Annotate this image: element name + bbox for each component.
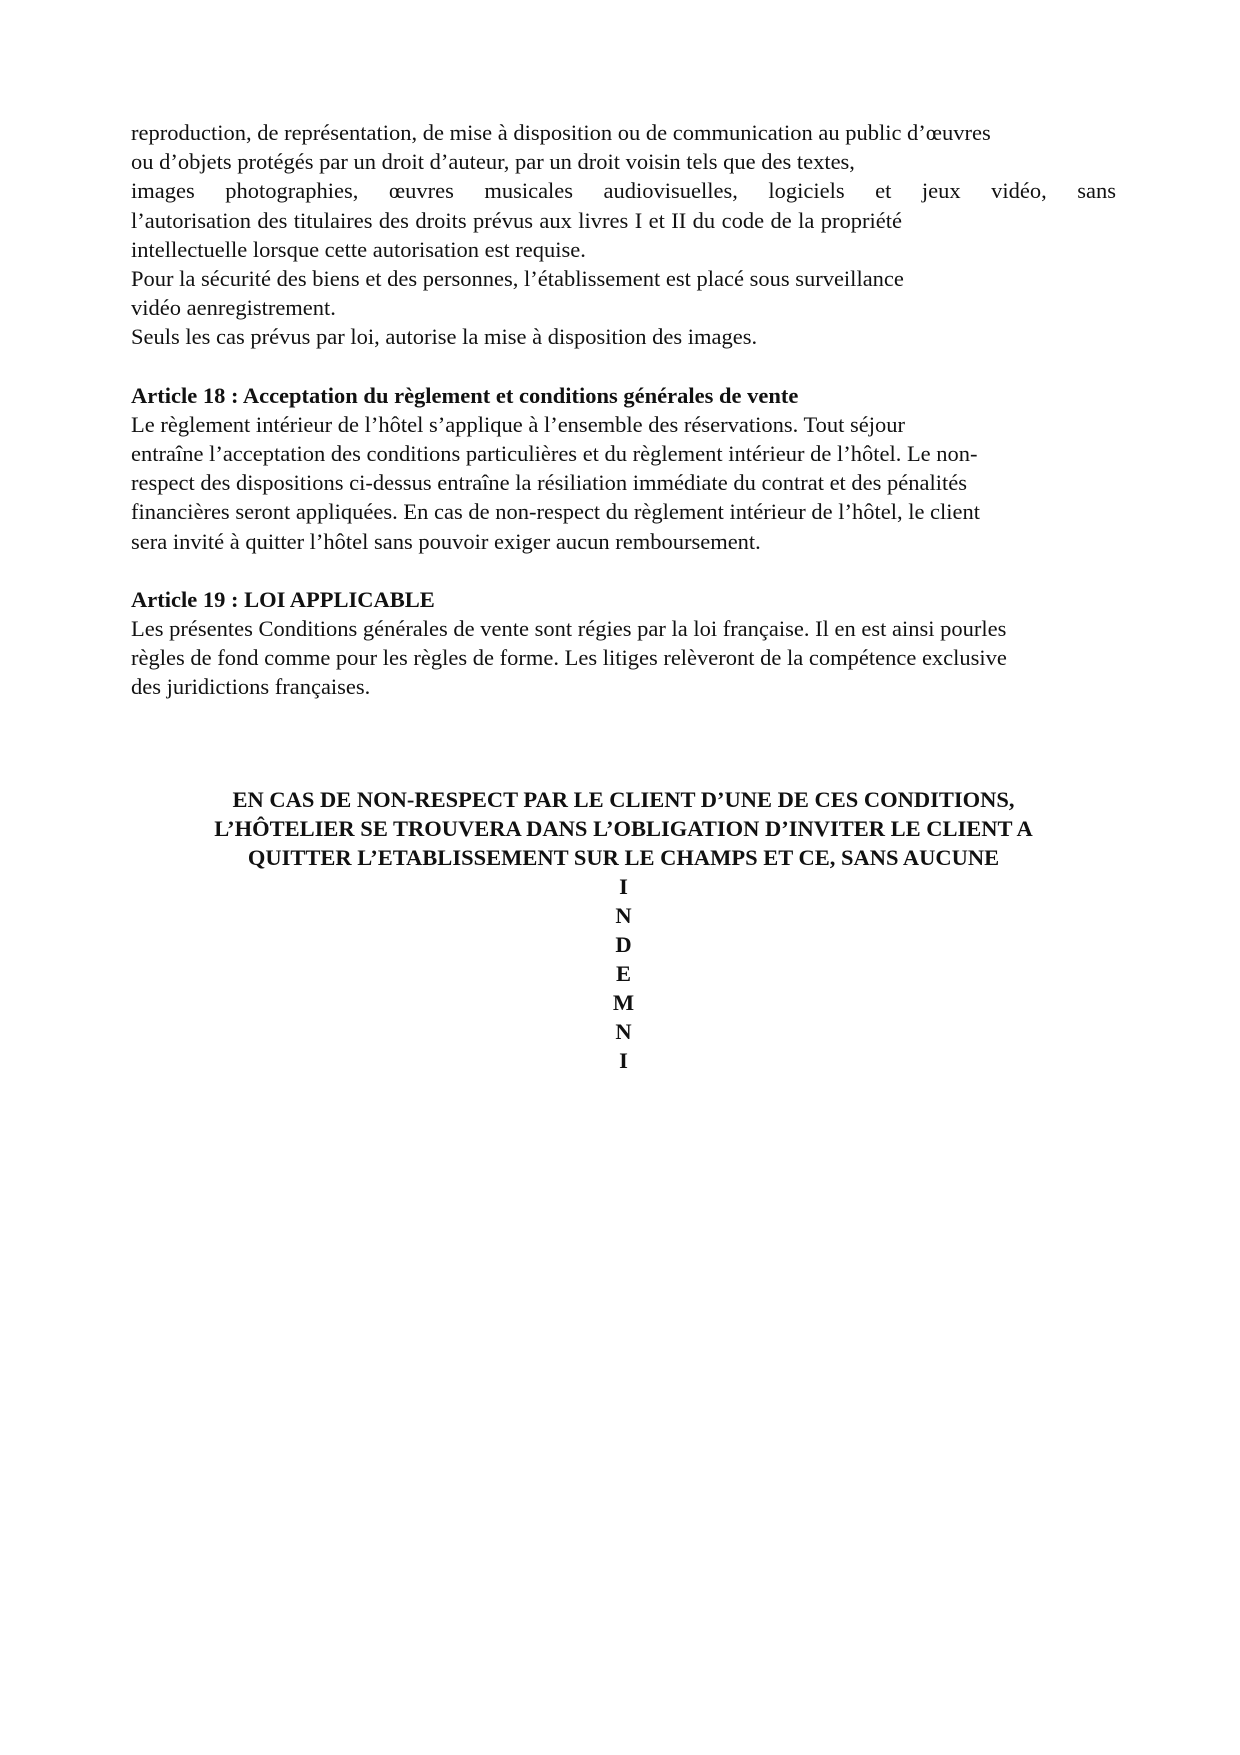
article-18-line-2: entraîne l’acceptation des conditions particulières et du règlement intérieur de l’hôtel. Le non- bbox=[131, 441, 978, 467]
letter-3: D bbox=[615, 932, 632, 957]
notice-line-3: QUITTER L’ETABLISSEMENT SUR LE CHAMPS ET CE, SANS AUCUNE bbox=[247, 845, 1000, 870]
letter-2: N bbox=[615, 903, 632, 928]
letter-1: I bbox=[619, 874, 628, 899]
article-19 bbox=[131, 585, 1116, 702]
letter-7: I bbox=[619, 1048, 628, 1073]
intro-paragraph bbox=[131, 118, 1116, 352]
article-19-line-1: Les présentes Conditions générales de vente sont régies par la loi française. Il en est ainsi pourles bbox=[131, 616, 1007, 642]
notice-line-1: EN CAS DE NON-RESPECT PAR LE CLIENT D’UNE DE CES CONDITIONS, bbox=[232, 787, 1015, 812]
intro-line-8: Seuls les cas prévus par loi, autorise la mise à disposition des images. bbox=[131, 324, 758, 350]
article-19-line-2: règles de fond comme pour les règles de forme. Les litiges relèveront de la compétence exclusive bbox=[131, 645, 1007, 671]
article-18 bbox=[131, 381, 1116, 556]
intro-line-3: images photographies, œuvres musicales audiovisuelles, logiciels et jeux vidéo, sans bbox=[131, 178, 1116, 204]
article-18-line-3: respect des dispositions ci-dessus entraîne la résiliation immédiate du contrat et des pénalités bbox=[131, 470, 968, 496]
intro-line-4: l’autorisation des titulaires des droits prévus aux livres I et II du code de la propriété bbox=[131, 207, 902, 233]
intro-line-5: intellectuelle lorsque cette autorisation est requise. bbox=[131, 236, 586, 262]
warning-notice bbox=[131, 785, 1116, 1075]
intro-line-7: vidéo aenregistrement. bbox=[131, 295, 336, 321]
article-18-line-1: Le règlement intérieur de l’hôtel s’applique à l’ensemble des réservations. Tout séjour bbox=[131, 411, 905, 437]
intro-line-2: ou d’objets protégés par un droit d’auteur, par un droit voisin tels que des textes, bbox=[131, 149, 855, 175]
article-19-heading: Article 19 : LOI APPLICABLE bbox=[131, 586, 435, 612]
article-18-line-4: financières seront appliquées. En cas de non-respect du règlement intérieur de l’hôtel, le client bbox=[131, 499, 981, 525]
article-18-heading: Article 18 : Acceptation du règlement et conditions générales de vente bbox=[131, 382, 799, 408]
article-19-line-3: des juridictions françaises. bbox=[131, 674, 371, 700]
vertical-letters bbox=[131, 872, 1116, 1075]
intro-line-6: Pour la sécurité des biens et des personnes, l’établissement est placé sous surveillance bbox=[131, 266, 904, 292]
body-text bbox=[131, 118, 1116, 702]
intro-line-1: reproduction, de représentation, de mise à disposition ou de communication au public d’œuvres bbox=[131, 120, 991, 145]
notice-line-2: L’HÔTELIER SE TROUVERA DANS L’OBLIGATION D’INVITER LE CLIENT A bbox=[214, 816, 1033, 841]
letter-4: E bbox=[615, 961, 631, 986]
letter-5: M bbox=[612, 990, 635, 1015]
article-18-line-5: sera invité à quitter l’hôtel sans pouvoir exiger aucun remboursement. bbox=[131, 528, 761, 554]
letter-6: N bbox=[615, 1019, 632, 1044]
